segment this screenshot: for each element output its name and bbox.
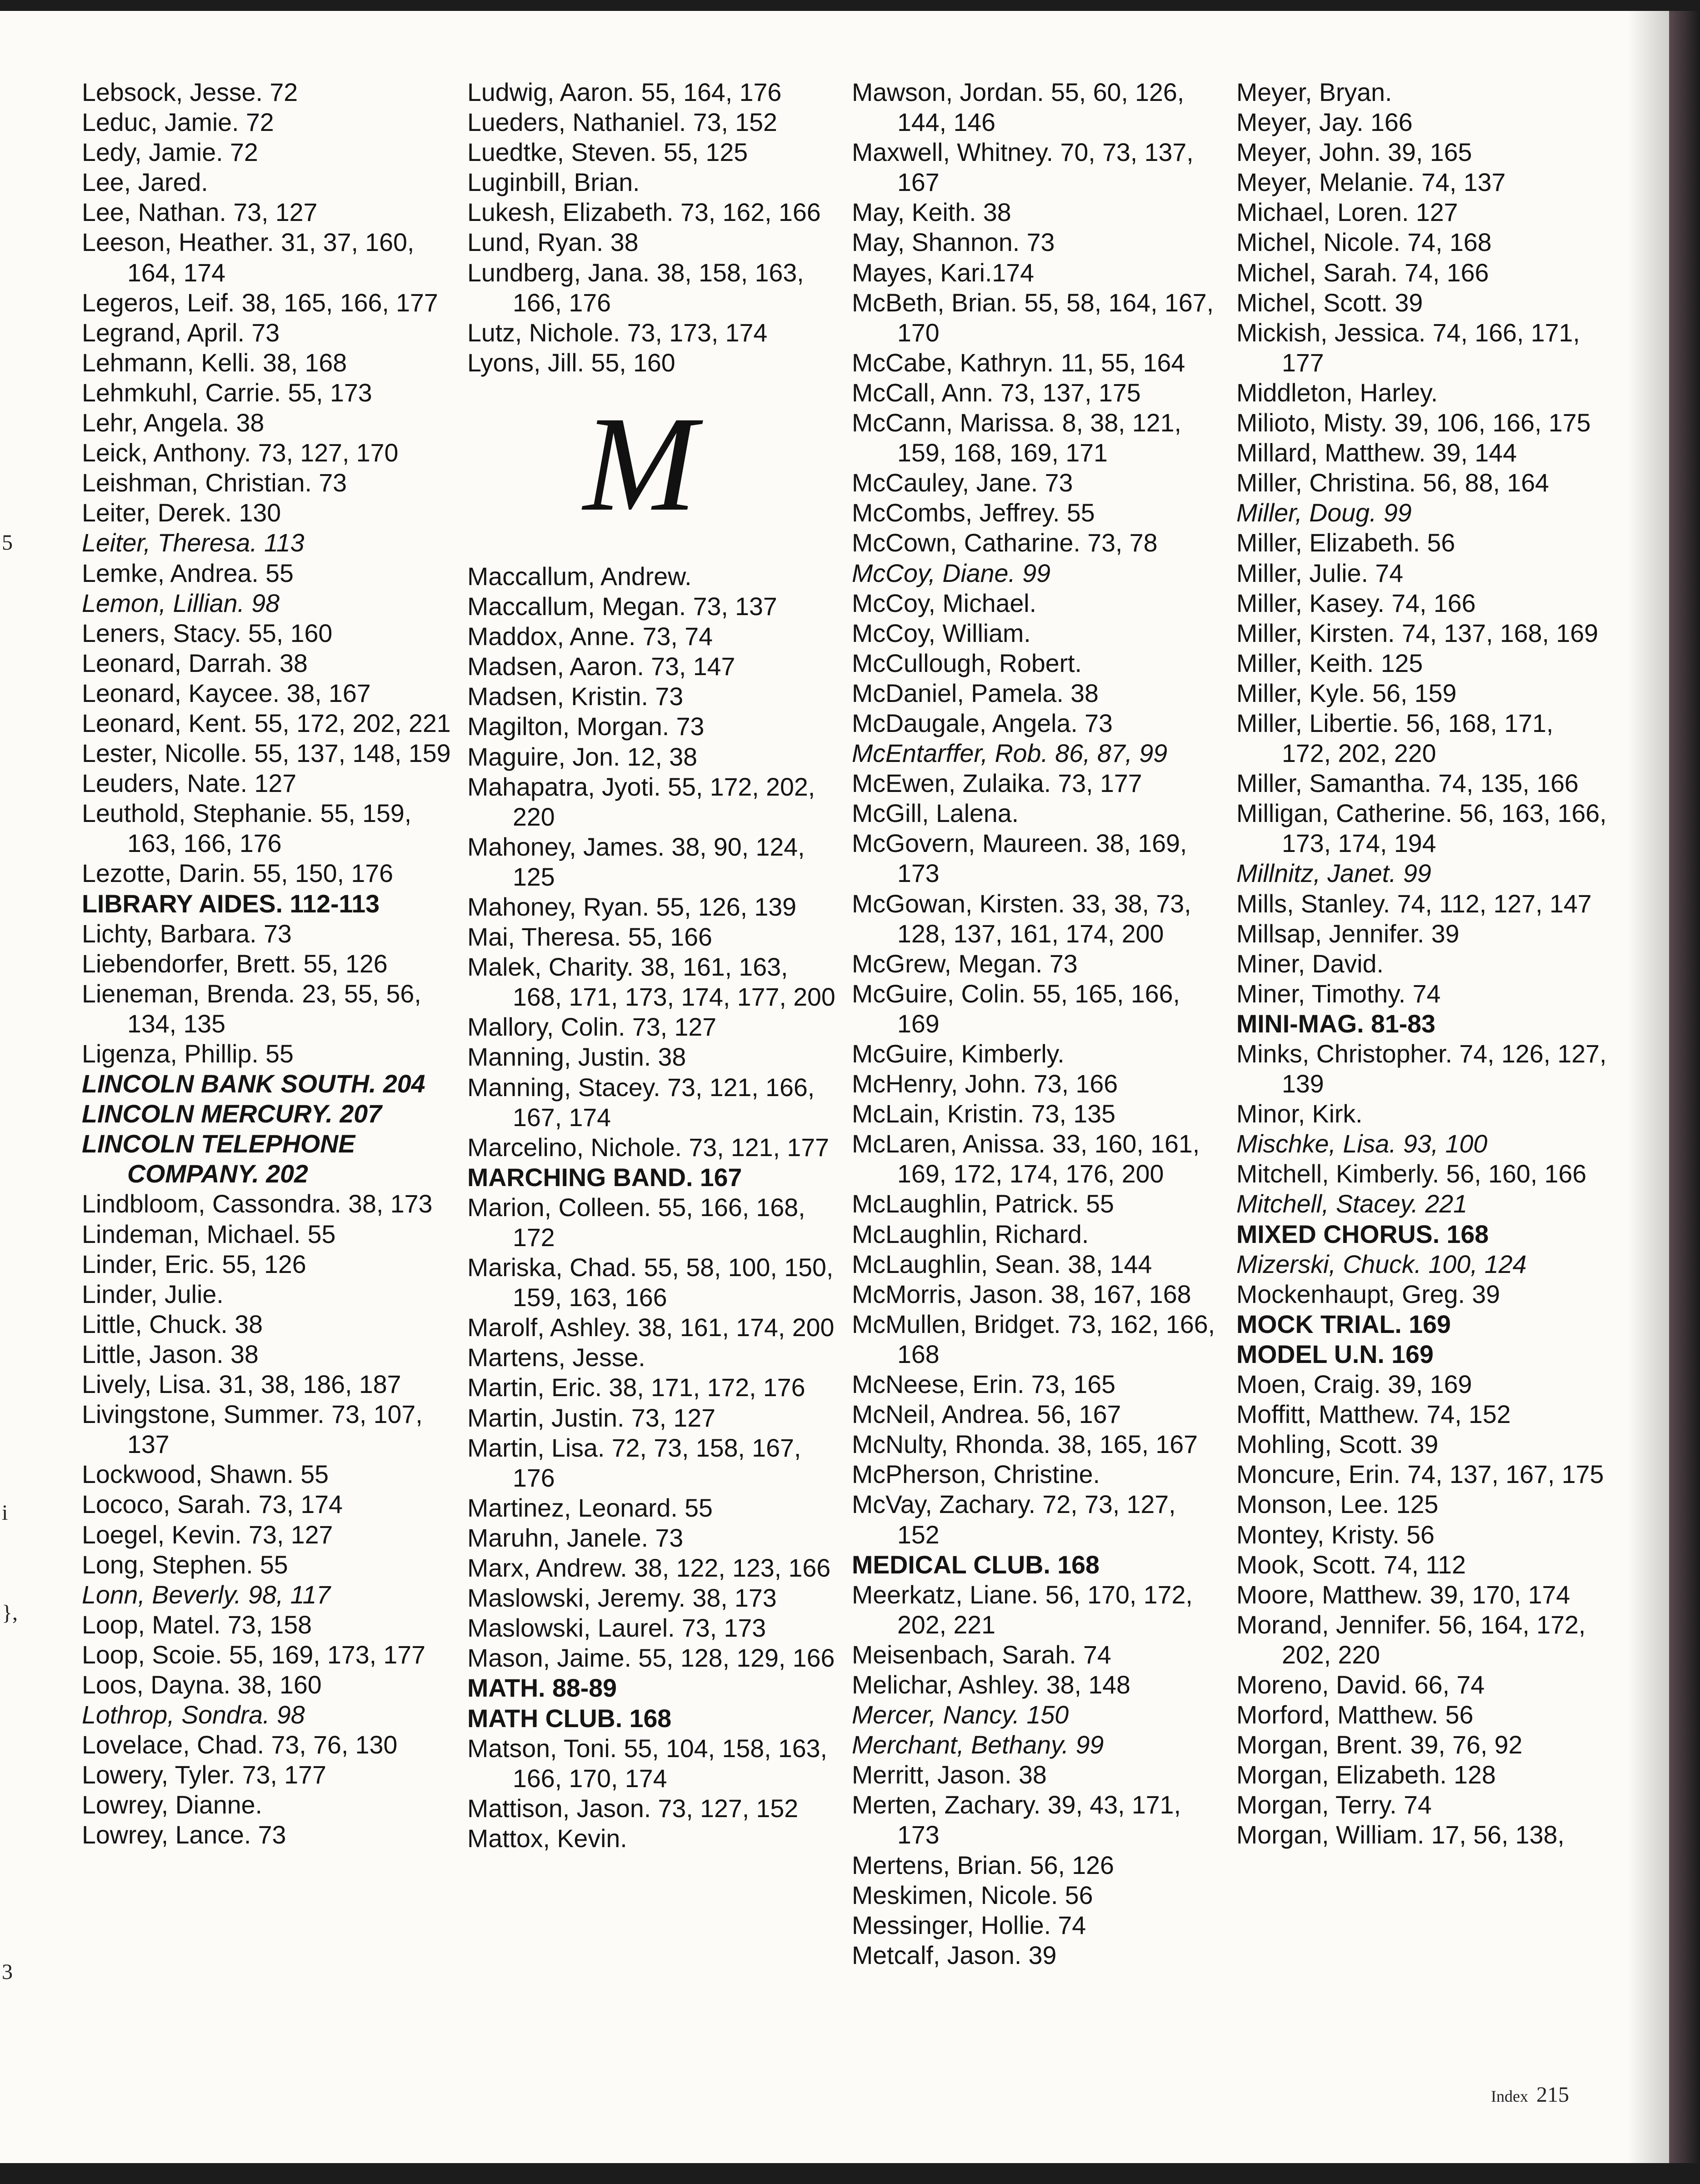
scan-top-edge bbox=[0, 0, 1700, 11]
index-entry: Lieneman, Brenda. 23, 55, 56, 134, 135 bbox=[82, 979, 421, 1038]
index-entry: McLaughlin, Richard. bbox=[852, 1220, 1089, 1248]
index-entry: Merten, Zachary. 39, 43, 171, 173 bbox=[852, 1791, 1181, 1849]
index-entry: Maddox, Anne. 73, 74 bbox=[467, 622, 713, 651]
index-entry: Maruhn, Janele. 73 bbox=[467, 1523, 684, 1552]
index-section-entry: MATH CLUB. 168 bbox=[467, 1704, 672, 1733]
index-entry: Michel, Scott. 39 bbox=[1236, 288, 1423, 317]
margin-mark: 5 bbox=[2, 531, 13, 555]
index-entry: Little, Chuck. 38 bbox=[82, 1310, 263, 1338]
index-entry: Leuthold, Stephanie. 55, 159, 163, 166, 176 bbox=[82, 799, 412, 858]
index-entry: McNulty, Rhonda. 38, 165, 167 bbox=[852, 1430, 1198, 1459]
index-entry: McBeth, Brian. 55, 58, 164, 167, 170 bbox=[852, 288, 1214, 347]
index-entry: McCann, Marissa. 8, 38, 121, 159, 168, 169, 171 bbox=[852, 409, 1181, 467]
index-entry: Lothrop, Sondra. 98 bbox=[82, 1701, 305, 1729]
index-entry: Matson, Toni. 55, 104, 158, 163, 166, 170, 174 bbox=[467, 1734, 827, 1793]
index-entry: Mook, Scott. 74, 112 bbox=[1236, 1550, 1466, 1579]
index-entry: McMorris, Jason. 38, 167, 168 bbox=[852, 1280, 1191, 1308]
index-entry: Maslowski, Laurel. 73, 173 bbox=[467, 1614, 766, 1643]
index-entry: Legrand, April. 73 bbox=[82, 318, 280, 347]
index-entry: McGrew, Megan. 73 bbox=[852, 949, 1078, 978]
index-section-entry: MIXED CHORUS. 168 bbox=[1236, 1220, 1489, 1248]
index-entry: Legeros, Leif. 38, 165, 166, 177 bbox=[82, 288, 438, 317]
index-entry: Manning, Stacey. 73, 121, 166, 167, 174 bbox=[467, 1073, 815, 1132]
index-entry: Miller, Kyle. 56, 159 bbox=[1236, 679, 1457, 707]
index-entry: Lundberg, Jana. 38, 158, 163, 166, 176 bbox=[467, 258, 804, 317]
index-entry: McGowan, Kirsten. 33, 38, 73, 128, 137, 161, 174, 200 bbox=[852, 889, 1191, 948]
index-entry: Loegel, Kevin. 73, 127 bbox=[82, 1520, 333, 1549]
index-entry: Leuders, Nate. 127 bbox=[82, 769, 297, 798]
index-section-entry: LIBRARY AIDES. 112-113 bbox=[82, 889, 380, 918]
index-entry: Mai, Theresa. 55, 166 bbox=[467, 923, 712, 952]
index-entry: Leick, Anthony. 73, 127, 170 bbox=[82, 439, 399, 467]
index-entry: Liebendorfer, Brett. 55, 126 bbox=[82, 949, 388, 978]
index-entry: Moncure, Erin. 74, 137, 167, 175 bbox=[1236, 1460, 1604, 1489]
index-entry: McEntarffer, Rob. 86, 87, 99 bbox=[852, 739, 1168, 768]
index-entry: Miller, Kasey. 74, 166 bbox=[1236, 589, 1476, 617]
index-entry: Lonn, Beverly. 98, 117 bbox=[82, 1580, 331, 1609]
index-entry: Lehmann, Kelli. 38, 168 bbox=[82, 348, 347, 377]
index-entry: Lowery, Tyler. 73, 177 bbox=[82, 1761, 326, 1789]
index-column-4 bbox=[1236, 77, 1609, 1850]
index-entry: Meisenbach, Sarah. 74 bbox=[852, 1640, 1111, 1669]
index-entry: Miner, David. bbox=[1236, 949, 1384, 978]
index-entry: Marcelino, Nichole. 73, 121, 177 bbox=[467, 1133, 829, 1162]
page-number: 215 bbox=[1536, 2083, 1569, 2107]
index-entry: Morgan, Elizabeth. 128 bbox=[1236, 1761, 1496, 1789]
index-entry: Linder, Julie. bbox=[82, 1280, 224, 1308]
index-entry: Mizerski, Chuck. 100, 124 bbox=[1236, 1250, 1527, 1278]
index-entry: May, Keith. 38 bbox=[852, 198, 1011, 227]
index-entry: McCabe, Kathryn. 11, 55, 164 bbox=[852, 348, 1185, 377]
index-entry: Milligan, Catherine. 56, 163, 166, 173, 174, 194 bbox=[1236, 799, 1607, 858]
index-section-entry: MOCK TRIAL. 169 bbox=[1236, 1310, 1451, 1338]
index-entry: McPherson, Christine. bbox=[852, 1460, 1100, 1489]
index-entry: Madsen, Kristin. 73 bbox=[467, 682, 684, 711]
section-letter-heading: M bbox=[583, 388, 697, 539]
index-entry: Martin, Justin. 73, 127 bbox=[467, 1403, 716, 1432]
index-entry: Meyer, Melanie. 74, 137 bbox=[1236, 168, 1506, 197]
index-entry: Leiter, Theresa. 113 bbox=[82, 529, 305, 557]
index-entry: Lindeman, Michael. 55 bbox=[82, 1220, 336, 1248]
index-entry: McNeil, Andrea. 56, 167 bbox=[852, 1400, 1121, 1429]
index-entry: Loos, Dayna. 38, 160 bbox=[82, 1670, 322, 1699]
index-entry: McCombs, Jeffrey. 55 bbox=[852, 499, 1095, 527]
margin-mark: }, bbox=[2, 1601, 18, 1625]
index-entry: Leduc, Jamie. 72 bbox=[82, 108, 274, 137]
index-entry: Mattox, Kevin. bbox=[467, 1824, 627, 1853]
index-entry: Long, Stephen. 55 bbox=[82, 1550, 288, 1579]
index-section-entry: MINI-MAG. 81-83 bbox=[1236, 1009, 1435, 1038]
index-entry: Morgan, William. 17, 56, 138, bbox=[1236, 1821, 1565, 1849]
index-entry: Mahoney, James. 38, 90, 124, 125 bbox=[467, 832, 805, 891]
index-entry: Lemon, Lillian. 98 bbox=[82, 589, 280, 617]
margin-mark: 3 bbox=[2, 1960, 13, 1984]
index-entry: Leeson, Heather. 31, 37, 160, 164, 174 bbox=[82, 228, 415, 287]
index-entry: Little, Jason. 38 bbox=[82, 1340, 259, 1368]
index-entry: Meyer, Jay. 166 bbox=[1236, 108, 1413, 137]
index-entry: Mallory, Colin. 73, 127 bbox=[467, 1013, 717, 1042]
index-entry: McHenry, John. 73, 166 bbox=[852, 1070, 1118, 1098]
index-entry: McGuire, Kimberly. bbox=[852, 1040, 1065, 1068]
index-entry: Loop, Scoie. 55, 169, 173, 177 bbox=[82, 1640, 426, 1669]
index-entry: Lee, Nathan. 73, 127 bbox=[82, 198, 318, 227]
index-entry: Mahoney, Ryan. 55, 126, 139 bbox=[467, 892, 797, 921]
index-entry: McLaughlin, Sean. 38, 144 bbox=[852, 1250, 1152, 1278]
index-entry: Mickish, Jessica. 74, 166, 171, 177 bbox=[1236, 318, 1580, 377]
index-entry: McNeese, Erin. 73, 165 bbox=[852, 1370, 1115, 1399]
index-entry: Martin, Lisa. 72, 73, 158, 167, 176 bbox=[467, 1433, 801, 1492]
index-entry: Morand, Jennifer. 56, 164, 172, 202, 220 bbox=[1236, 1610, 1586, 1669]
index-entry: Lueders, Nathaniel. 73, 152 bbox=[467, 108, 777, 137]
index-entry: Mercer, Nancy. 150 bbox=[852, 1701, 1069, 1729]
index-entry: Luginbill, Brian. bbox=[467, 168, 640, 197]
index-section-entry: LINCOLN TELEPHONE COMPANY. 202 bbox=[82, 1130, 355, 1188]
index-entry: Montey, Kristy. 56 bbox=[1236, 1520, 1435, 1549]
index-entry: Lyons, Jill. 55, 160 bbox=[467, 348, 675, 377]
book-spine-edge bbox=[1669, 0, 1700, 2184]
index-entry: Malek, Charity. 38, 161, 163, 168, 171, 173, 174, 177, 200 bbox=[467, 953, 835, 1012]
index-entry: Moffitt, Matthew. 74, 152 bbox=[1236, 1400, 1511, 1429]
index-entry: McMullen, Bridget. 73, 162, 166, 168 bbox=[852, 1310, 1215, 1368]
index-entry: Leonard, Kent. 55, 172, 202, 221 bbox=[82, 709, 451, 737]
index-section-entry: MARCHING BAND. 167 bbox=[467, 1163, 742, 1192]
index-entry: McCoy, Diane. 99 bbox=[852, 559, 1050, 587]
index-entry: Marolf, Ashley. 38, 161, 174, 200 bbox=[467, 1313, 835, 1342]
index-entry: Mattison, Jason. 73, 127, 152 bbox=[467, 1794, 799, 1823]
index-entry: Maguire, Jon. 12, 38 bbox=[467, 742, 697, 771]
index-entry: McDaugale, Angela. 73 bbox=[852, 709, 1113, 737]
index-entry: McEwen, Zulaika. 73, 177 bbox=[852, 769, 1142, 798]
index-entry: Lehmkuhl, Carrie. 55, 173 bbox=[82, 378, 372, 407]
index-entry: Mawson, Jordan. 55, 60, 126, 144, 146 bbox=[852, 78, 1185, 137]
index-entry: McCauley, Jane. 73 bbox=[852, 469, 1073, 497]
index-entry: Mockenhaupt, Greg. 39 bbox=[1236, 1280, 1500, 1308]
index-entry: Miller, Keith. 125 bbox=[1236, 649, 1423, 677]
index-entry: McCoy, William. bbox=[852, 619, 1031, 647]
index-entry: Maccallum, Megan. 73, 137 bbox=[467, 592, 777, 621]
index-entry: Meskimen, Nicole. 56 bbox=[852, 1881, 1093, 1909]
index-entry: Lively, Lisa. 31, 38, 186, 187 bbox=[82, 1370, 401, 1399]
index-entry: McCoy, Michael. bbox=[852, 589, 1037, 617]
index-entry: Mahapatra, Jyoti. 55, 172, 202, 220 bbox=[467, 772, 815, 831]
index-entry: Lutz, Nichole. 73, 173, 174 bbox=[467, 318, 768, 347]
index-entry: Moen, Craig. 39, 169 bbox=[1236, 1370, 1472, 1399]
index-entry: Miller, Christina. 56, 88, 164 bbox=[1236, 469, 1549, 497]
index-entry: McDaniel, Pamela. 38 bbox=[852, 679, 1099, 707]
index-entry: McGuire, Colin. 55, 165, 166, 169 bbox=[852, 979, 1180, 1038]
index-entry: Mitchell, Kimberly. 56, 160, 166 bbox=[1236, 1160, 1587, 1188]
index-entry: Miller, Samantha. 74, 135, 166 bbox=[1236, 769, 1579, 798]
index-entry: Morgan, Terry. 74 bbox=[1236, 1791, 1432, 1819]
index-entry: Lockwood, Shawn. 55 bbox=[82, 1460, 329, 1489]
index-entry: McCullough, Robert. bbox=[852, 649, 1082, 677]
index-entry: Meerkatz, Liane. 56, 170, 172, 202, 221 bbox=[852, 1580, 1193, 1639]
index-entry: Lemke, Andrea. 55 bbox=[82, 559, 294, 587]
index-section-entry: MODEL U.N. 169 bbox=[1236, 1340, 1434, 1368]
index-section-entry: LINCOLN BANK SOUTH. 204 bbox=[82, 1070, 425, 1098]
index-entry: Metcalf, Jason. 39 bbox=[852, 1941, 1057, 1969]
index-entry: Lester, Nicolle. 55, 137, 148, 159 bbox=[82, 739, 451, 768]
page-footer bbox=[1491, 2082, 1569, 2107]
index-entry: Maccallum, Andrew. bbox=[467, 562, 692, 591]
margin-mark: i bbox=[2, 1501, 8, 1525]
index-entry: Leiter, Derek. 130 bbox=[82, 499, 281, 527]
index-entry: Luedtke, Steven. 55, 125 bbox=[467, 138, 748, 167]
index-entry: Mariska, Chad. 55, 58, 100, 150, 159, 163, 166 bbox=[467, 1253, 834, 1312]
index-entry: McLaren, Anissa. 33, 160, 161, 169, 172, 174, 176, 200 bbox=[852, 1130, 1200, 1188]
index-entry: Morgan, Brent. 39, 76, 92 bbox=[1236, 1731, 1523, 1759]
index-entry: Lehr, Angela. 38 bbox=[82, 409, 265, 437]
index-entry: Millard, Matthew. 39, 144 bbox=[1236, 439, 1517, 467]
index-entry: Monson, Lee. 125 bbox=[1236, 1490, 1439, 1519]
index-entry: Lichty, Barbara. 73 bbox=[82, 919, 292, 948]
index-entry: Lund, Ryan. 38 bbox=[467, 228, 639, 257]
index-entry: Mills, Stanley. 74, 112, 127, 147 bbox=[1236, 889, 1592, 918]
index-entry: Miller, Libertie. 56, 168, 171, 172, 202, 220 bbox=[1236, 709, 1554, 768]
index-column-3 bbox=[852, 77, 1225, 1970]
index-entry: Merchant, Bethany. 99 bbox=[852, 1731, 1104, 1759]
index-entry: Mertens, Brian. 56, 126 bbox=[852, 1851, 1114, 1879]
index-entry: Morford, Matthew. 56 bbox=[1236, 1701, 1474, 1729]
index-entry: Livingstone, Summer. 73, 107, 137 bbox=[82, 1400, 423, 1459]
index-entry: Loop, Matel. 73, 158 bbox=[82, 1610, 312, 1639]
index-entry: Mason, Jaime. 55, 128, 129, 166 bbox=[467, 1644, 835, 1673]
index-entry: Moore, Matthew. 39, 170, 174 bbox=[1236, 1580, 1570, 1609]
index-column-2 bbox=[467, 77, 840, 1853]
index-entry: Minks, Christopher. 74, 126, 127, 139 bbox=[1236, 1040, 1607, 1098]
index-entry: Magilton, Morgan. 73 bbox=[467, 712, 705, 741]
index-section-entry: MEDICAL CLUB. 168 bbox=[852, 1550, 1100, 1579]
index-entry: Michel, Nicole. 74, 168 bbox=[1236, 228, 1492, 257]
index-entry: Miller, Elizabeth. 56 bbox=[1236, 529, 1455, 557]
index-entry: Miller, Kirsten. 74, 137, 168, 169 bbox=[1236, 619, 1598, 647]
index-entry: Ligenza, Phillip. 55 bbox=[82, 1040, 294, 1068]
index-entry: Lowrey, Dianne. bbox=[82, 1791, 262, 1819]
index-entry: Marx, Andrew. 38, 122, 123, 166 bbox=[467, 1554, 831, 1583]
index-entry: Meyer, Bryan. bbox=[1236, 78, 1392, 106]
index-entry: Marion, Colleen. 55, 166, 168, 172 bbox=[467, 1193, 805, 1252]
index-entry: McCown, Catharine. 73, 78 bbox=[852, 529, 1158, 557]
index-entry: Meyer, John. 39, 165 bbox=[1236, 138, 1472, 167]
index-entry: Middleton, Harley. bbox=[1236, 378, 1438, 407]
index-entry: Mitchell, Stacey. 221 bbox=[1236, 1190, 1467, 1218]
index-entry: Lowrey, Lance. 73 bbox=[82, 1821, 286, 1849]
scan-bottom-edge bbox=[0, 2163, 1700, 2184]
index-entry: Messinger, Hollie. 74 bbox=[852, 1911, 1086, 1939]
index-entry: Madsen, Aaron. 73, 147 bbox=[467, 652, 735, 681]
index-entry: Minor, Kirk. bbox=[1236, 1100, 1363, 1128]
index-entry: Lezotte, Darin. 55, 150, 176 bbox=[82, 859, 393, 888]
index-entry: Mischke, Lisa. 93, 100 bbox=[1236, 1130, 1488, 1158]
index-entry: McLain, Kristin. 73, 135 bbox=[852, 1100, 1115, 1128]
index-entry: Martens, Jesse. bbox=[467, 1343, 645, 1372]
index-entry: Martin, Eric. 38, 171, 172, 176 bbox=[467, 1373, 805, 1402]
index-entry: Maslowski, Jeremy. 38, 173 bbox=[467, 1584, 777, 1613]
index-entry: Michel, Sarah. 74, 166 bbox=[1236, 258, 1489, 287]
index-entry: Maxwell, Whitney. 70, 73, 137, 167 bbox=[852, 138, 1194, 197]
index-entry: Moreno, David. 66, 74 bbox=[1236, 1670, 1485, 1699]
index-entry: Leonard, Kaycee. 38, 167 bbox=[82, 679, 371, 707]
index-entry: Manning, Justin. 38 bbox=[467, 1043, 686, 1072]
index-entry: Lee, Jared. bbox=[82, 168, 208, 197]
gutter-shadow bbox=[1627, 0, 1669, 2184]
index-entry: Lococo, Sarah. 73, 174 bbox=[82, 1490, 343, 1519]
index-entry: McGill, Lalena. bbox=[852, 799, 1019, 828]
index-entry: Ludwig, Aaron. 55, 164, 176 bbox=[467, 78, 782, 106]
index-entry: Millsap, Jennifer. 39 bbox=[1236, 919, 1460, 948]
index-entry: Miner, Timothy. 74 bbox=[1236, 979, 1441, 1008]
index-entry: McGovern, Maureen. 38, 169, 173 bbox=[852, 829, 1187, 888]
index-entry: Leners, Stacy. 55, 160 bbox=[82, 619, 333, 647]
index-entry: Millnitz, Janet. 99 bbox=[1236, 859, 1431, 888]
index-column-1 bbox=[82, 77, 455, 1850]
index-entry: Martinez, Leonard. 55 bbox=[467, 1493, 713, 1522]
index-entry: Melichar, Ashley. 38, 148 bbox=[852, 1670, 1130, 1699]
index-entry: Lindbloom, Cassondra. 38, 173 bbox=[82, 1190, 433, 1218]
index-entry: Leonard, Darrah. 38 bbox=[82, 649, 308, 677]
index-entry: Ledy, Jamie. 72 bbox=[82, 138, 258, 167]
index-entry: Miller, Julie. 74 bbox=[1236, 559, 1404, 587]
index-entry: Lukesh, Elizabeth. 73, 162, 166 bbox=[467, 198, 821, 227]
index-entry: May, Shannon. 73 bbox=[852, 228, 1055, 257]
index-entry: Merritt, Jason. 38 bbox=[852, 1761, 1047, 1789]
index-entry: Michael, Loren. 127 bbox=[1236, 198, 1458, 227]
index-entry: Miller, Doug. 99 bbox=[1236, 499, 1412, 527]
index-entry: Mayes, Kari.174 bbox=[852, 258, 1035, 287]
index-entry: Linder, Eric. 55, 126 bbox=[82, 1250, 306, 1278]
index-entry: Lebsock, Jesse. 72 bbox=[82, 78, 298, 106]
index-entry: Lovelace, Chad. 73, 76, 130 bbox=[82, 1731, 398, 1759]
index-section-entry: MATH. 88-89 bbox=[467, 1674, 617, 1703]
footer-section-label: Index bbox=[1491, 2087, 1528, 2105]
index-entry: McVay, Zachary. 72, 73, 127, 152 bbox=[852, 1490, 1176, 1549]
index-entry: Leishman, Christian. 73 bbox=[82, 469, 347, 497]
index-entry: Milioto, Misty. 39, 106, 166, 175 bbox=[1236, 409, 1591, 437]
index-section-entry: LINCOLN MERCURY. 207 bbox=[82, 1100, 382, 1128]
index-entry: McCall, Ann. 73, 137, 175 bbox=[852, 378, 1141, 407]
index-entry: Mohling, Scott. 39 bbox=[1236, 1430, 1439, 1459]
index-entry: McLaughlin, Patrick. 55 bbox=[852, 1190, 1114, 1218]
